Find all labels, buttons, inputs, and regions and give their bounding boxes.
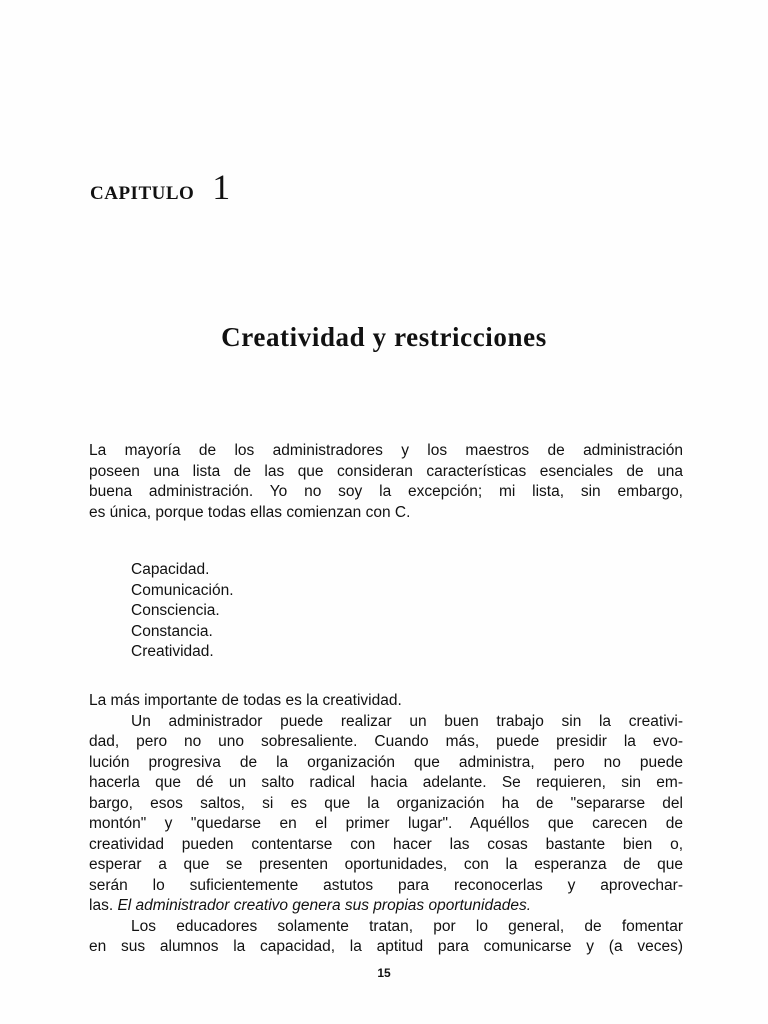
intro-line: buena administración. Yo no soy la excepción; mi lista, sin embargo, [89,483,683,500]
body-line-with-italic [89,896,683,917]
body-line: lución progresiva de la organización que administra, pero no puede [89,753,683,771]
list-item: Capacidad. [131,561,210,578]
body-line: creatividad pueden contentarse con hacer las cosas bastante bien o, [89,835,683,853]
chapter-title: Creatividad y restricciones [221,322,547,352]
list-item: Comunicación. [131,581,234,599]
chapter-number: 1 [212,167,231,207]
body-line: Un administrador puede realizar un buen trabajo sin la creativi- [131,712,683,730]
intro-line: poseen una lista de las que consideran características esenciales de una [89,462,683,480]
intro-line: es única, porque todas ellas comienzan con C. [89,503,411,521]
body-line: hacerla que dé un salto radical hacia adelante. Se requieren, sin em- [89,774,683,791]
body-line: bargo, esos saltos, si es que la organización ha de "separarse del [89,794,683,812]
lead-sentence: La más importante de todas es la creatividad. [89,692,402,709]
main-paragraph [89,691,683,958]
intro-line: La mayoría de los administradores y los maestros de administración [89,442,683,459]
list-item: Constancia. [131,622,213,640]
body-line: Los educadores solamente tratan, por lo general, de fomentar [131,917,683,935]
intro-paragraph [89,441,683,523]
c-qualities-list [131,560,234,663]
body-line: montón" y "quedarse en el primer lugar". Aquéllos que carecen de [89,815,683,832]
body-line: esperar a que se presenten oportunidades, con la esperanza de que [89,856,683,873]
body-line: serán lo suficientemente astutos para reconocerlas y aprovechar- [89,876,683,894]
list-item: Consciencia. [131,602,220,619]
italic-emphasis: El administrador creativo genera sus propias oportunidades. [117,897,532,914]
chapter-heading [90,166,230,208]
chapter-label: CAPITULO [90,183,195,204]
list-item: Creatividad. [131,643,214,660]
body-text-prefix: las. [89,897,118,914]
page-number: 15 [377,966,391,980]
body-line: en sus alumnos la capacidad, la aptitud para comunicarse y (a veces) [89,938,683,955]
body-line: dad, pero no uno sobresaliente. Cuando más, puede presidir la evo- [89,733,683,750]
